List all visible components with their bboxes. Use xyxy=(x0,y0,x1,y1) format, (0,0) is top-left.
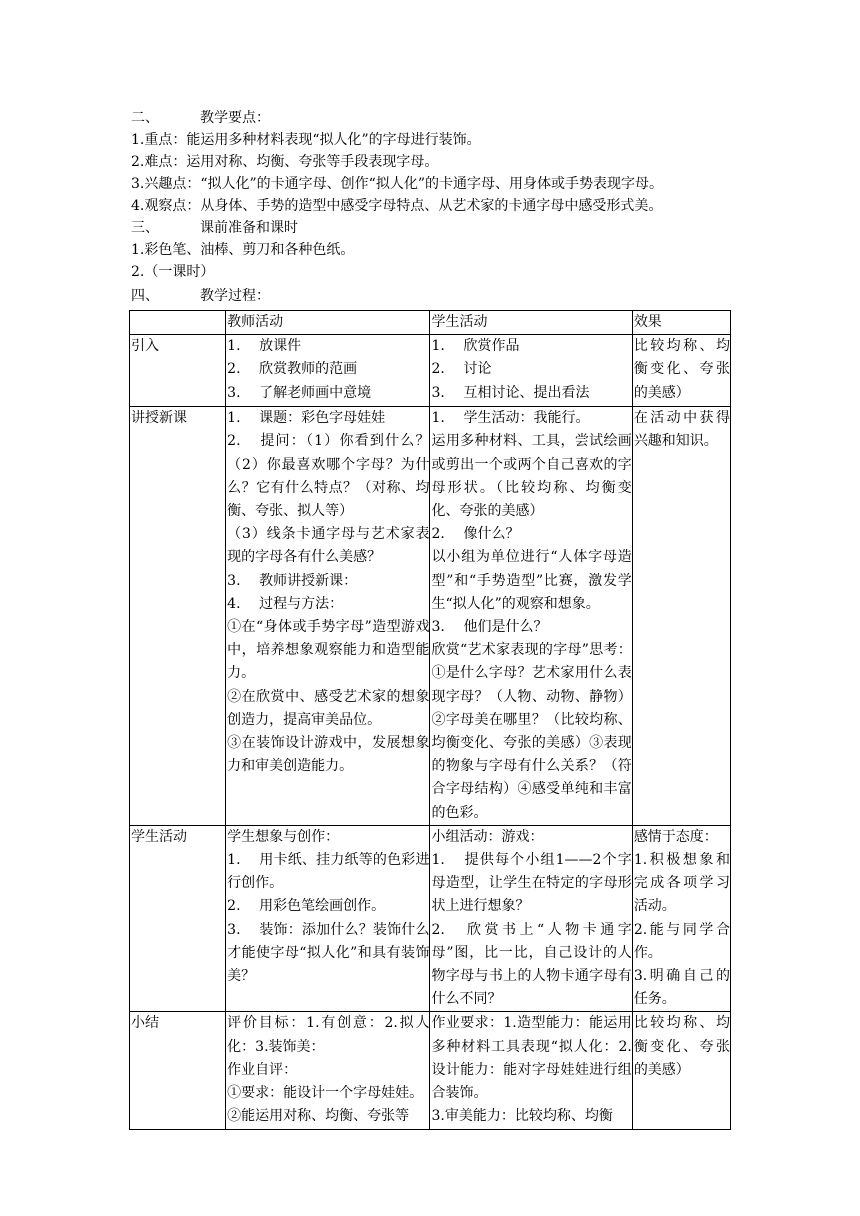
table-row xyxy=(130,407,731,826)
list-item: ②能运用对称、均衡、夸张等 xyxy=(227,1108,410,1125)
list-item: 作业自评： xyxy=(227,1061,298,1078)
list-item: 1. 学生活动：我能行。 xyxy=(431,410,590,427)
list-item: 2. 讨论 xyxy=(431,361,492,378)
header-cell-stage xyxy=(130,311,226,335)
key-point: 1.重点：能运用多种材料表现“拟人化”的字母进行装饰。 xyxy=(131,132,481,148)
list-item: 3. 他们是什么？ xyxy=(431,619,548,636)
section-number: 三、 xyxy=(131,220,159,236)
student-activity-cell xyxy=(430,407,632,826)
list-item: 1. 用卡纸、挂力纸等的色彩进行创作。 xyxy=(227,852,430,892)
list-item: 2. 用彩色笔绘画创作。 xyxy=(227,898,386,915)
list-item: （3）线条卡通字母与艺术家表现的字母各有什么美感？ xyxy=(227,526,430,566)
effect-cell xyxy=(632,335,730,407)
effect-text: 2.能与同学合作。 xyxy=(633,921,730,961)
list-item: 1. 放课件 xyxy=(227,338,302,355)
teacher-activity-cell xyxy=(226,335,430,407)
list-item: 1. 欣赏作品 xyxy=(431,338,520,355)
effect-cell xyxy=(632,1012,730,1129)
difficult-point: 2.难点：运用对称、均衡、夸张等手段表现字母。 xyxy=(131,154,439,170)
effect-text: 1.积极想象和完成各项学习活动。 xyxy=(633,852,730,915)
teaching-process-table xyxy=(129,310,731,1130)
header-cell-teacher: 教师活动 xyxy=(226,311,430,335)
effect-text: 感情于态度： xyxy=(633,828,718,845)
section-number: 二、 xyxy=(131,110,159,126)
stage-cell: 学生活动 xyxy=(130,825,226,1012)
list-item: 作业要求：1.造型能力：能运用多种材料工具表现“拟人化：2.设计能力：能对字母娃娃进行组合装饰。 xyxy=(431,1015,632,1102)
student-activity-cell xyxy=(430,1012,632,1129)
section-title: 教学要点： xyxy=(200,110,270,126)
effect-text: 比较均称、均衡变化、夸张的美感） xyxy=(633,1015,730,1078)
section-4-heading xyxy=(131,285,270,307)
list-item: 运用多种材料、工具，尝试绘画或剪出一个或两个自己喜欢的字母形状。（比较均称、均衡变化、夸张的美感） xyxy=(431,433,632,520)
stage-cell: 引入 xyxy=(130,335,226,407)
header-cell-effect: 效果 xyxy=(632,311,730,335)
list-item: 学生想象与创作： xyxy=(227,828,340,845)
table-row xyxy=(130,1012,731,1129)
list-item: ③在装饰设计游戏中，发展想象力和审美创造能力。 xyxy=(227,735,430,775)
header-cell-student: 学生活动 xyxy=(430,311,632,335)
list-item: 2. 提问：（1）你看到什么？（2）你最喜欢哪个字母？为什么？它有什么特点？（对称、均衡、夸张、拟人等） xyxy=(227,433,430,520)
student-activity-cell xyxy=(430,825,632,1012)
list-item: 2. 欣赏书上“人物卡通字母”图，比一比，自己设计的人物字母与书上的人物卡通字母有什么不同？ xyxy=(431,921,632,1008)
list-item: 3. 了解老师画中意境 xyxy=(227,384,372,401)
list-item: ①在“身体或手势字母”造型游戏中，培养想象观察能力和造型能力。 xyxy=(227,619,430,682)
table-row xyxy=(130,335,731,407)
list-item: 3. 装饰：添加什么？装饰什么才能使字母“拟人化”和具有装饰美？ xyxy=(227,921,430,985)
list-item: 评价目标：1.有创意：2.拟人化：3.装饰美： xyxy=(227,1015,430,1055)
effect-text: 在活动中获得兴趣和知识。 xyxy=(633,410,730,450)
list-item: 2. 欣赏教师的范画 xyxy=(227,361,358,378)
list-item: 4. 过程与方法： xyxy=(227,595,344,612)
list-item: ②在欣赏中、感受艺术家的想象创造力，提高审美品位。 xyxy=(227,688,430,728)
list-item: 3. 互相讨论、提出看法 xyxy=(431,384,590,401)
teacher-activity-cell xyxy=(226,825,430,1012)
lesson-count-item: 2.（一课时） xyxy=(131,264,215,280)
effect-text: 比较均称、均衡变化、夸张的美感） xyxy=(633,338,730,401)
table-header-row xyxy=(130,311,731,335)
materials-item: 1.彩色笔、油棒、剪刀和各种色纸。 xyxy=(131,242,355,258)
stage-cell: 小结 xyxy=(130,1012,226,1129)
interest-point: 3.兴趣点：“拟人化”的卡通字母、创作“拟人化”的卡通字母、用身体或手势表现字母。 xyxy=(131,176,663,192)
student-activity-cell xyxy=(430,335,632,407)
list-item: 欣赏“艺术家表现的字母”思考：①是什么字母？艺术家用什么表现字母？（人物、动物、静物）②字母美在哪里？（比较均称、均衡变化、夸张的美感）③表现的物象与字母有什么关系？（符合字母结构）④感受单纯和丰富的色彩。 xyxy=(431,642,632,821)
section-number: 四、 xyxy=(131,288,159,304)
list-item: 1. 提供每个小组1——2个字母造型，让学生在特定的字母形状上进行想象？ xyxy=(431,852,632,915)
teacher-activity-cell xyxy=(226,407,430,826)
list-item: 2. 像什么？ xyxy=(431,526,520,543)
effect-text: 3.明确自己的任务。 xyxy=(633,968,730,1008)
list-item: 以小组为单位进行“人体字母造型”和“手势造型”比赛，激发学生“拟人化”的观察和想象。 xyxy=(431,549,632,612)
section-title: 教学过程： xyxy=(200,288,270,304)
stage-cell: 讲授新课 xyxy=(130,407,226,826)
list-item: 3. 教师讲授新课： xyxy=(227,572,358,589)
effect-cell xyxy=(632,825,730,1012)
section-title: 课前准备和课时 xyxy=(200,220,298,236)
list-item: ①要求：能设计一个字母娃娃。 xyxy=(227,1085,424,1102)
teacher-activity-cell xyxy=(226,1012,430,1129)
section-2-heading xyxy=(131,107,270,129)
observation-point: 4.观察点：从身体、手势的造型中感受字母特点、从艺术家的卡通字母中感受形式美。 xyxy=(131,198,663,214)
list-item: 小组活动：游戏： xyxy=(431,828,544,845)
effect-cell xyxy=(632,407,730,826)
list-item: 1. 课题：彩色字母娃娃 xyxy=(227,410,386,427)
table-row xyxy=(130,825,731,1012)
section-3-heading xyxy=(131,217,298,239)
list-item: 3.审美能力：比较均称、均衡 xyxy=(431,1108,613,1125)
